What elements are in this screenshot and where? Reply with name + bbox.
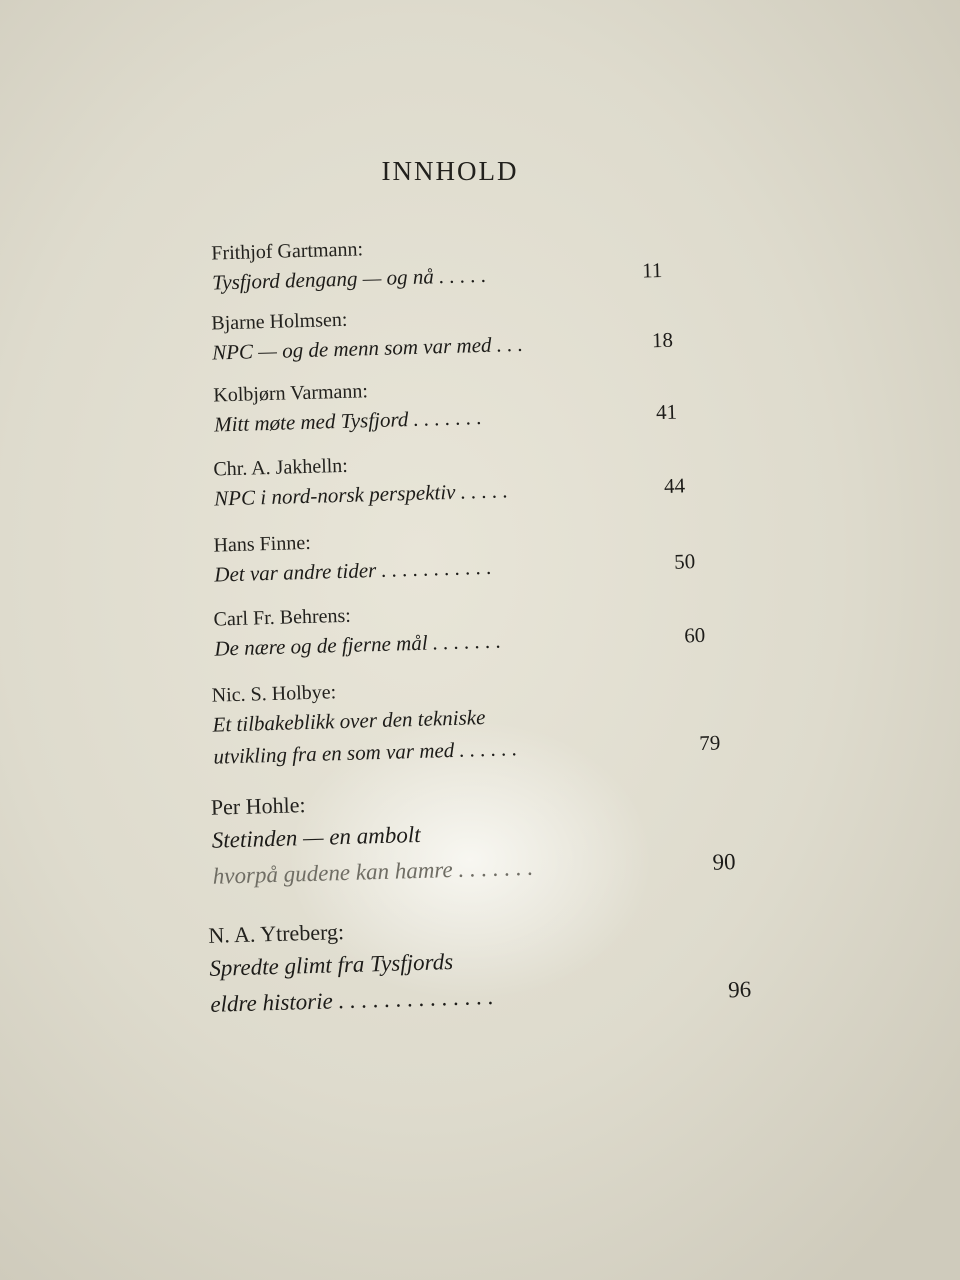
toc-entry-title-text: utvikling fra en som var med . . . . . . [213, 736, 518, 769]
toc-entry-page-number: 41 [655, 399, 678, 425]
toc-entry-author: Carl Fr. Behrens: [213, 604, 352, 631]
toc-entry-title-text: hvorpå gudene kan hamre . . . . . . . [212, 854, 534, 889]
toc-entry-title-text: De nære og de fjerne mål . . . . . . . [214, 628, 502, 661]
toc-entry-title-text: NPC — og de menn som var med . . . [211, 331, 524, 365]
toc-entry-title [213, 399, 678, 440]
toc-entry [208, 913, 752, 1023]
toc-entry [213, 448, 686, 514]
toc-entry [211, 233, 663, 299]
toc-entry-title-text: eldre historie . . . . . . . . . . . . . . [210, 983, 495, 1017]
toc-entry-author: Kolbjørn Varmann: [213, 380, 369, 407]
toc-entry-page-number: 11 [641, 257, 663, 283]
toc-entry-title-text: Tysfjord dengang — og nå . . . . . [211, 262, 487, 295]
toc-entry [211, 302, 674, 369]
toc-entry [213, 599, 706, 665]
toc-entry [211, 674, 721, 772]
toc-entry [210, 784, 736, 895]
toc-entry-title-text: Stetinden — en ambolt [211, 821, 421, 853]
toc-entry-author: N. A. Ytreberg: [208, 919, 345, 948]
toc-entry-author: Per Hohle: [210, 792, 306, 820]
toc-entry-title [212, 849, 736, 895]
toc-entry-title [213, 473, 686, 514]
toc-entry-title [210, 976, 752, 1023]
toc-entry [213, 375, 678, 440]
toc-entry-author: Bjarne Holmsen: [211, 308, 348, 335]
toc-entry-title-text: NPC i nord-norsk perspektiv . . . . . [213, 478, 509, 511]
toc-entry-title-text: Et tilbakeblikk over den tekniske [212, 705, 486, 737]
toc-entry [213, 525, 696, 591]
toc-entry-page-number: 79 [698, 730, 721, 756]
toc-entry-page-number: 18 [651, 327, 674, 353]
toc-entry-page-number: 90 [712, 849, 736, 875]
toc-entry-title [211, 257, 663, 299]
toc-entry-author: Frithjof Gartmann: [211, 238, 364, 265]
table-of-contents [0, 216, 960, 1242]
toc-entry-page-number: 96 [727, 976, 752, 1003]
toc-entry-author: Nic. S. Holbye: [211, 681, 337, 707]
toc-entry-title-text: Mitt møte med Tysfjord . . . . . . . [213, 405, 483, 437]
toc-entry-page-number: 60 [683, 622, 706, 648]
toc-entry-title [214, 549, 696, 591]
toc-entry-page-number: 44 [663, 473, 686, 498]
toc-entry-page-number: 50 [673, 549, 696, 574]
toc-entry-title-text: Spredte glimt fra Tysfjords [209, 949, 454, 981]
toc-entry-author: Hans Finne: [213, 531, 312, 557]
toc-entry-title [214, 622, 706, 665]
contents-heading: INNHOLD [381, 156, 519, 186]
toc-entry-author: Chr. A. Jakhelln: [213, 454, 349, 481]
toc-entry-title-text: Det var andre tider . . . . . . . . . . . [214, 554, 493, 587]
